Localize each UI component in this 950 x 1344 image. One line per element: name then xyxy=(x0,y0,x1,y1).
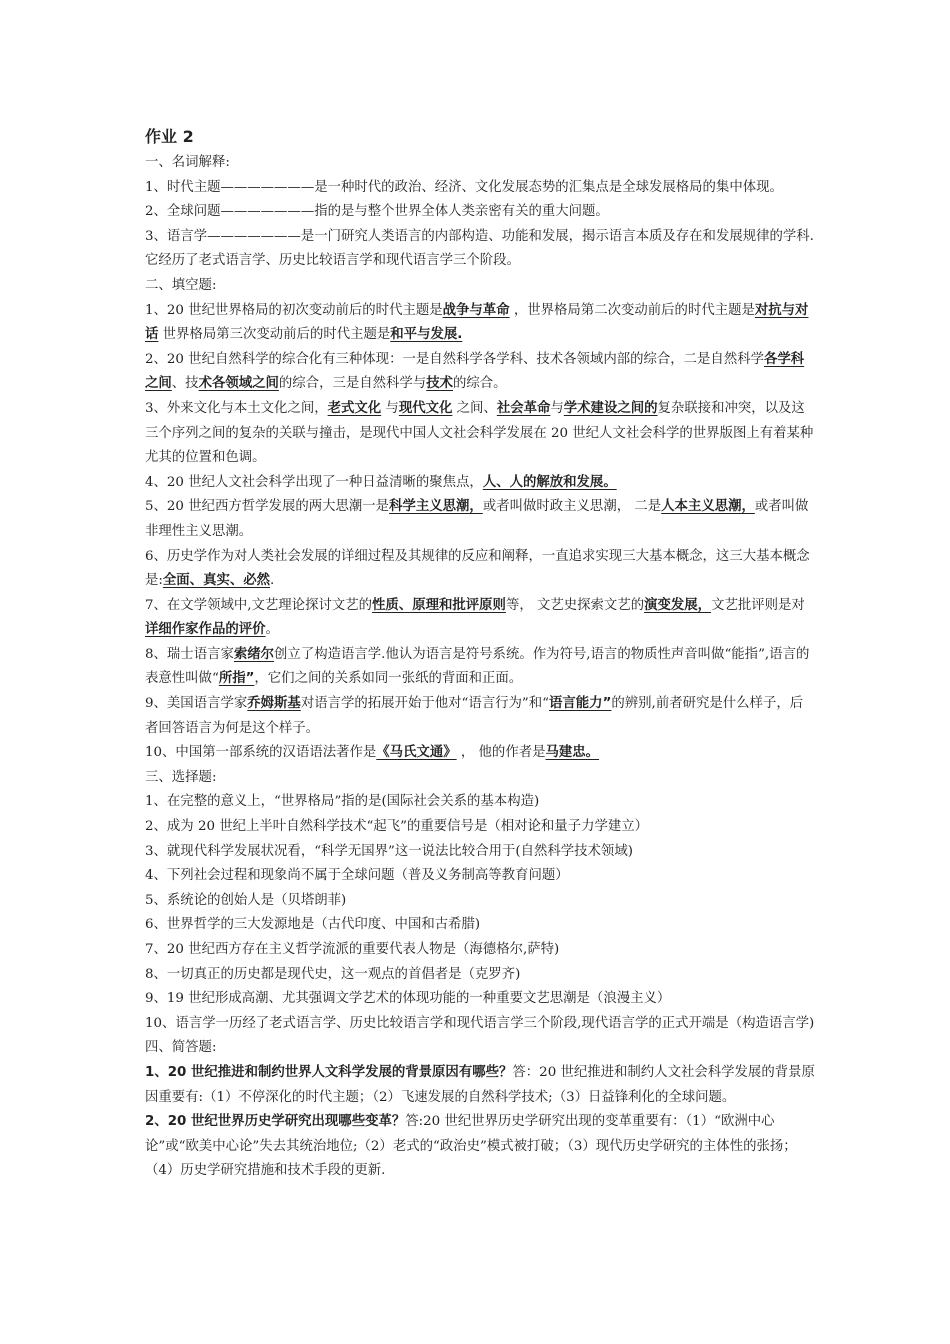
fill-item: 10、中国第一部系统的汉语语法著作是《马氏文通》 ， 他的作者是马建忠。 xyxy=(145,745,600,761)
fill-item: 1、20 世纪世界格局的初次变动前后的时代主题是战争与革命 ，世界格局第二次变动前后的时代主题是对抗与对话 世界格局第三次变动前后的时代主题是和平与发展. xyxy=(145,302,809,343)
section-heading-short-answer: 四、简答题: xyxy=(145,1040,217,1056)
answer: 《马氏文通》 xyxy=(376,745,457,761)
choice-item: 2、成为 20 世纪上半叶自然科学技术“起飞”的重要信号是（相对论和量子力学建立） xyxy=(145,819,649,835)
answer: 所指” xyxy=(218,671,255,687)
section-heading-choice: 三、选择题: xyxy=(145,769,217,785)
answer: 老式文化 xyxy=(327,400,382,416)
fill-item: 6、历史学作为对人类社会发展的详细过程及其规律的反应和阐释，一直追求实现三大基本概念，这三大基本概念是:全面、真实、必然. xyxy=(145,548,810,589)
short-answer-item xyxy=(145,1110,815,1184)
choice-item: 10、语言学一历经了老式语言学、历史比较语言学和现代语言学三个阶段,现代语言学的正式开端是（构造语言学) xyxy=(145,1015,815,1031)
choice-item: 9、19 世纪形成高潮、尤其强调文学艺术的体现功能的一种重要文艺思潮是（浪漫主义） xyxy=(145,991,671,1007)
answer: 社会革命 xyxy=(496,400,551,416)
document-title: 作业 2 xyxy=(145,127,194,146)
answer: 术各领域之间 xyxy=(198,376,279,392)
fill-item: 8、瑞士语言家索绪尔创立了构造语言学.他认为语言是符号系统。作为符号,语言的物质性声音叫做“能指”,语言的表意性叫做“所指”，它们之间的关系如同一张纸的背面和正面。 xyxy=(145,646,810,687)
answer: 性质、原理和批评原则 xyxy=(372,597,506,613)
document-page xyxy=(145,124,815,1184)
definition-item: 2、全球问题———————指的是与整个世界全体人类亲密有关的重大问题。 xyxy=(145,204,609,220)
fill-item: 2、20 世纪自然科学的综合化有三种体现：一是自然科学各学科、技术各领域内部的综合，二是自然科学各学科之间、技术各领域之间的综合，三是自然科学与技术的综合。 xyxy=(145,351,805,392)
fill-item: 5、20 世纪西方哲学发展的两大思潮一是科学主义思潮，或者叫做时政主义思潮， 二是人本主义思潮，或者叫做非理性主义思潮。 xyxy=(145,499,809,539)
choice-item: 6、世界哲学的三大发源地是（古代印度、中国和古希腊) xyxy=(145,917,481,933)
answer: 详细作家作品的评价 xyxy=(145,622,266,638)
fill-item: 9、美国语言学家乔姆斯基对语言学的拓展开始于他对“语言行为”和“语言能力”的辨别,前者研究是什么样子，后者回答语言为何是这个样子。 xyxy=(145,696,804,736)
answer: 人、人的解放和发展。 xyxy=(482,474,617,490)
answer: 乔姆斯基 xyxy=(247,696,301,712)
fill-item: 3、外来文化与本土文化之间，老式文化 与现代文化 之间、社会革命与学术建设之间的复杂联接和冲突，以及这三个序列之间的复杂的关联与撞击，是现代中国人文社会科学发展在 20 世纪人文社会科学的世界版图上有着某种尤其的位置和色调。 xyxy=(145,400,814,466)
answer: 技术 xyxy=(426,376,453,392)
answer: 学术建设之间的 xyxy=(563,400,658,416)
choice-item: 1、在完整的意义上，“世界格局”指的是(国际社会关系的基本构造) xyxy=(145,794,540,810)
section-heading-fill-blank: 二、填空题: xyxy=(145,277,217,293)
answer: 各学科之间 xyxy=(145,351,805,392)
choice-item: 5、系统论的创始人是（贝塔朗菲) xyxy=(145,892,347,908)
short-answer-item xyxy=(145,1061,815,1110)
answer: 索绪尔 xyxy=(233,646,275,662)
answer-text: 答：20 世纪推进和制约人文社会科学发展的背景原因重要有:（1）不停深化的时代主题；（2）飞速发展的自然科学技术;（3）日益锋利化的全球问题。 xyxy=(145,1064,815,1105)
answer: 和平与发展. xyxy=(390,327,463,343)
fill-item: 7、在文学领域中,文艺理论探讨文艺的性质、原理和批评原则等， 文艺史探索文艺的演变发展，文艺批评则是对详细作家作品的评价。 xyxy=(145,597,805,638)
section-heading-definitions: 一、名词解释: xyxy=(145,155,230,170)
answer: 现代文化 xyxy=(398,400,453,416)
definition-item: 1、时代主题———————是一种时代的政治、经济、文化发展态势的汇集点是全球发展格局的集中体现。 xyxy=(145,179,783,195)
answer: 科学主义思潮， xyxy=(389,499,483,515)
definition-item: 3、语言学———————是一门研究人类语言的内部构造、功能和发展，揭示语言本质及存在和发展规律的学科.它经历了老式语言学、历史比较语言学和现代语言学三个阶段。 xyxy=(145,228,814,269)
answer: 语言能力” xyxy=(549,696,612,712)
choice-item: 3、就现代科学发展状况看，“科学无国界”这一说法比较合用于(自然科学技术领域) xyxy=(145,843,633,859)
choice-item: 7、20 世纪西方存在主义哲学流派的重要代表人物是（海德格尔,萨特) xyxy=(145,942,560,957)
choice-item: 4、下列社会过程和现象尚不属于全球问题（普及义务制高等教育问题） xyxy=(145,868,569,884)
answer-text: 答:20 世纪世界历史学研究出现的变革重要有：（1）“欧洲中心论”或“欧美中心论”失去其统治地位;（2）老式的“政治史”模式被打破；（3）现代历史学研究的主体性的张扬；（4）历史学研究措施和技术手段的更新. xyxy=(145,1114,797,1179)
choice-item: 8、一切真正的历史都是现代史，这一观点的首倡者是（克罗齐) xyxy=(145,966,521,982)
answer: 人本主义思潮， xyxy=(661,499,755,515)
answer: 战争与革命 xyxy=(442,302,510,318)
answer: 马建忠。 xyxy=(545,745,600,761)
fill-item: 4、20 世纪人文社会科学出现了一种日益清晰的聚焦点，人、人的解放和发展。 xyxy=(145,474,617,490)
answer: 演变发展， xyxy=(644,597,712,613)
question: 2、20 世纪世界历史学研究出现哪些变革？ xyxy=(145,1114,406,1130)
answer: 全面、真实、必然 xyxy=(162,573,271,589)
answer: 对抗与对话 xyxy=(145,302,809,343)
question: 1、20 世纪推进和制约世界人文科学发展的背景原因有哪些？ xyxy=(145,1064,513,1080)
